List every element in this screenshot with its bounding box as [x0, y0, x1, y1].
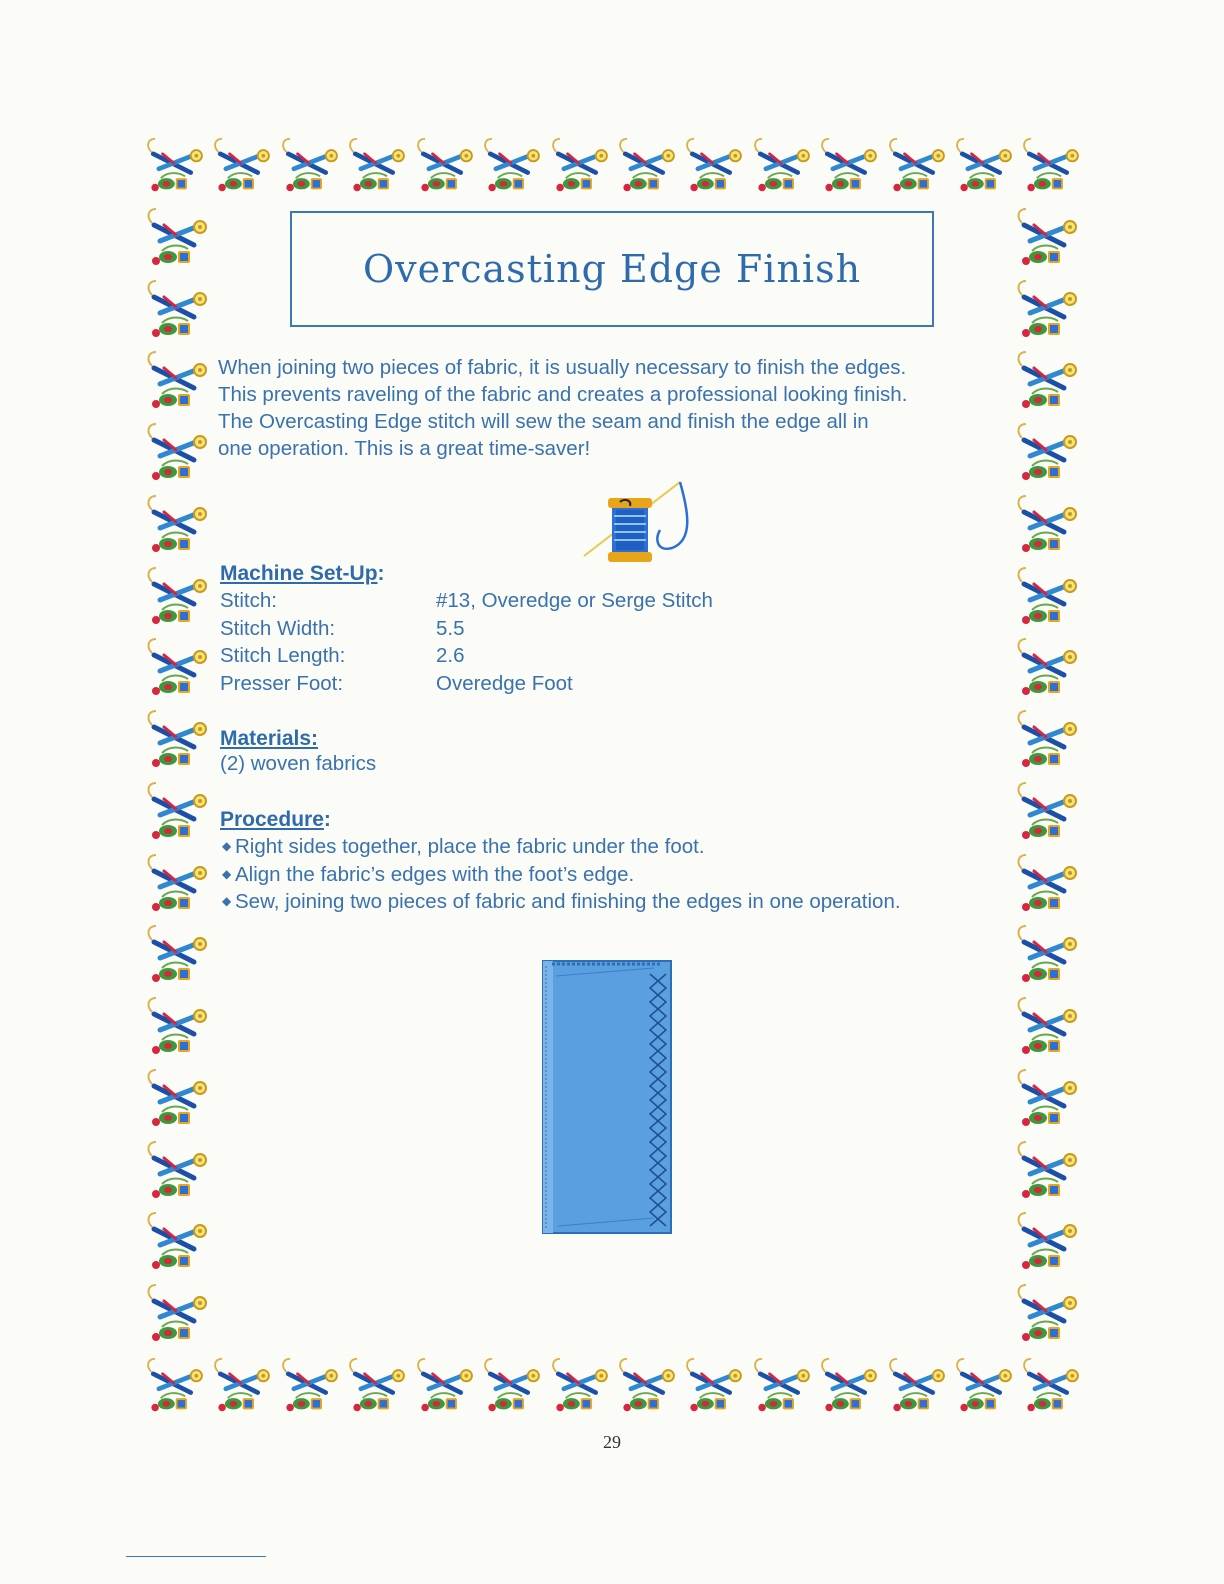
scissors-spool-icon: [816, 1353, 883, 1419]
scissors-spool-icon: [277, 133, 344, 199]
scissors-spool-icon: [479, 1353, 546, 1419]
list-item: [222, 888, 942, 916]
scissors-spool-icon: [209, 133, 276, 199]
materials-heading: [220, 727, 318, 751]
setup-row: [220, 615, 713, 643]
scissors-spool-icon: [1012, 1209, 1084, 1275]
scissors-spool-icon: [142, 1209, 214, 1275]
scissors-spool-icon: [142, 133, 209, 199]
scissors-spool-icon: [142, 707, 214, 773]
scissors-spool-icon: [1012, 564, 1084, 630]
scissors-spool-icon: [1012, 205, 1084, 271]
scissors-spool-icon: [1012, 1138, 1084, 1204]
fabric-overedge-stitch-illustration: [542, 960, 672, 1234]
scissors-spool-icon: [884, 1353, 951, 1419]
scissors-spool-icon: [142, 1066, 214, 1132]
scissors-spool-icon: [142, 492, 214, 558]
border-top: [142, 130, 1086, 202]
procedure-step: Right sides together, place the fabric under the foot.: [235, 835, 705, 858]
intro-line: The Overcasting Edge stitch will sew the seam and finish the edge all in: [218, 410, 869, 433]
intro-line: This prevents raveling of the fabric and creates a professional looking finish.: [218, 383, 908, 406]
scissors-spool-icon: [951, 1353, 1018, 1419]
scissors-spool-icon: [1018, 133, 1085, 199]
setup-value: 2.6: [436, 644, 465, 667]
setup-row: [220, 642, 713, 670]
scissors-spool-icon: [142, 1353, 209, 1419]
border-right: [1012, 202, 1084, 1350]
scissors-spool-icon: [547, 133, 614, 199]
heading-colon: :: [377, 562, 385, 585]
scissors-spool-icon: [142, 348, 214, 414]
scissors-spool-icon: [142, 994, 214, 1060]
diamond-bullet-icon: ◆: [222, 866, 232, 881]
scissors-spool-icon: [1012, 1066, 1084, 1132]
scissors-spool-icon: [681, 133, 748, 199]
scissors-spool-icon: [142, 779, 214, 845]
scissors-spool-icon: [884, 133, 951, 199]
scissors-spool-icon: [614, 1353, 681, 1419]
setup-label: Stitch Width:: [220, 616, 336, 640]
scissors-spool-icon: [142, 851, 214, 917]
scissors-spool-icon: [1012, 492, 1084, 558]
intro-line: one operation. This is a great time-saver!: [218, 437, 591, 460]
scissors-spool-icon: [142, 922, 214, 988]
setup-value: #13, Overedge or Serge Stitch: [436, 589, 713, 612]
materials-text: (2) woven fabrics: [220, 752, 377, 775]
scissors-spool-icon: [1012, 779, 1084, 845]
scissors-spool-icon: [1012, 851, 1084, 917]
scissors-spool-icon: [412, 1353, 479, 1419]
scissors-spool-icon: [142, 635, 214, 701]
scissors-spool-icon: [479, 133, 546, 199]
scissors-spool-icon: [344, 133, 411, 199]
list-item: [222, 833, 942, 861]
scissors-spool-icon: [1012, 635, 1084, 701]
scissors-spool-icon: [142, 1281, 214, 1347]
scissors-spool-icon: [1012, 420, 1084, 486]
border-left: [142, 202, 214, 1350]
scissors-spool-icon: [951, 133, 1018, 199]
footer-divider: [126, 1556, 266, 1557]
heading-colon: :: [323, 808, 331, 831]
scissors-spool-icon: [209, 1353, 276, 1419]
scissors-spool-icon: [1012, 348, 1084, 414]
setup-label: Stitch Length:: [220, 644, 346, 667]
intro-line: When joining two pieces of fabric, it is usually necessary to finish the edges.: [218, 356, 907, 379]
scissors-spool-icon: [1012, 1281, 1084, 1347]
page-title: Overcasting Edge Finish: [362, 247, 862, 291]
scissors-spool-icon: [277, 1353, 344, 1419]
machine-setup-heading-text: Machine Set-Up: [220, 562, 378, 585]
diamond-bullet-icon: ◆: [222, 839, 232, 853]
scissors-spool-icon: [412, 133, 479, 199]
setup-value: Overedge Foot: [436, 671, 573, 695]
setup-label: Stitch:: [220, 589, 277, 612]
scissors-spool-icon: [1018, 1353, 1085, 1419]
scissors-spool-icon: [142, 420, 214, 486]
scissors-spool-icon: [142, 564, 214, 630]
scissors-spool-icon: [344, 1353, 411, 1419]
list-item: [222, 861, 942, 889]
setup-value: 5.5: [436, 616, 465, 640]
intro-paragraph: [218, 354, 1018, 462]
scissors-spool-icon: [1012, 277, 1084, 343]
procedure-step: Sew, joining two pieces of fabric and finishing the edges in one operation.: [235, 890, 901, 913]
setup-label: Presser Foot:: [220, 671, 344, 695]
procedure-heading-text: Procedure: [220, 808, 324, 831]
materials-heading-text: Materials:: [220, 727, 319, 750]
scissors-spool-icon: [1012, 922, 1084, 988]
setup-row: [220, 670, 713, 698]
scissors-spool-icon: [816, 133, 883, 199]
scissors-spool-icon: [142, 205, 214, 271]
scissors-spool-icon: [749, 133, 816, 199]
setup-row: [220, 587, 713, 615]
scissors-spool-icon: [547, 1353, 614, 1419]
procedure-heading: [220, 808, 331, 832]
scissors-spool-icon: [749, 1353, 816, 1419]
scissors-spool-icon: [1012, 707, 1084, 773]
page-number: 29: [603, 1432, 621, 1452]
procedure-list: [222, 833, 942, 916]
border-bottom: [142, 1350, 1086, 1422]
scissors-spool-icon: [614, 133, 681, 199]
procedure-step: Align the fabric’s edges with the foot’s edge.: [235, 862, 635, 886]
diamond-bullet-icon: ◆: [222, 894, 232, 908]
scissors-spool-icon: [142, 1138, 214, 1204]
thread-spool-needle-icon: [576, 470, 700, 574]
title-box: [290, 211, 934, 327]
scissors-spool-icon: [681, 1353, 748, 1419]
scissors-spool-icon: [1012, 994, 1084, 1060]
scissors-spool-icon: [142, 277, 214, 343]
machine-setup-heading: [220, 562, 385, 586]
machine-setup-table: [220, 587, 713, 697]
